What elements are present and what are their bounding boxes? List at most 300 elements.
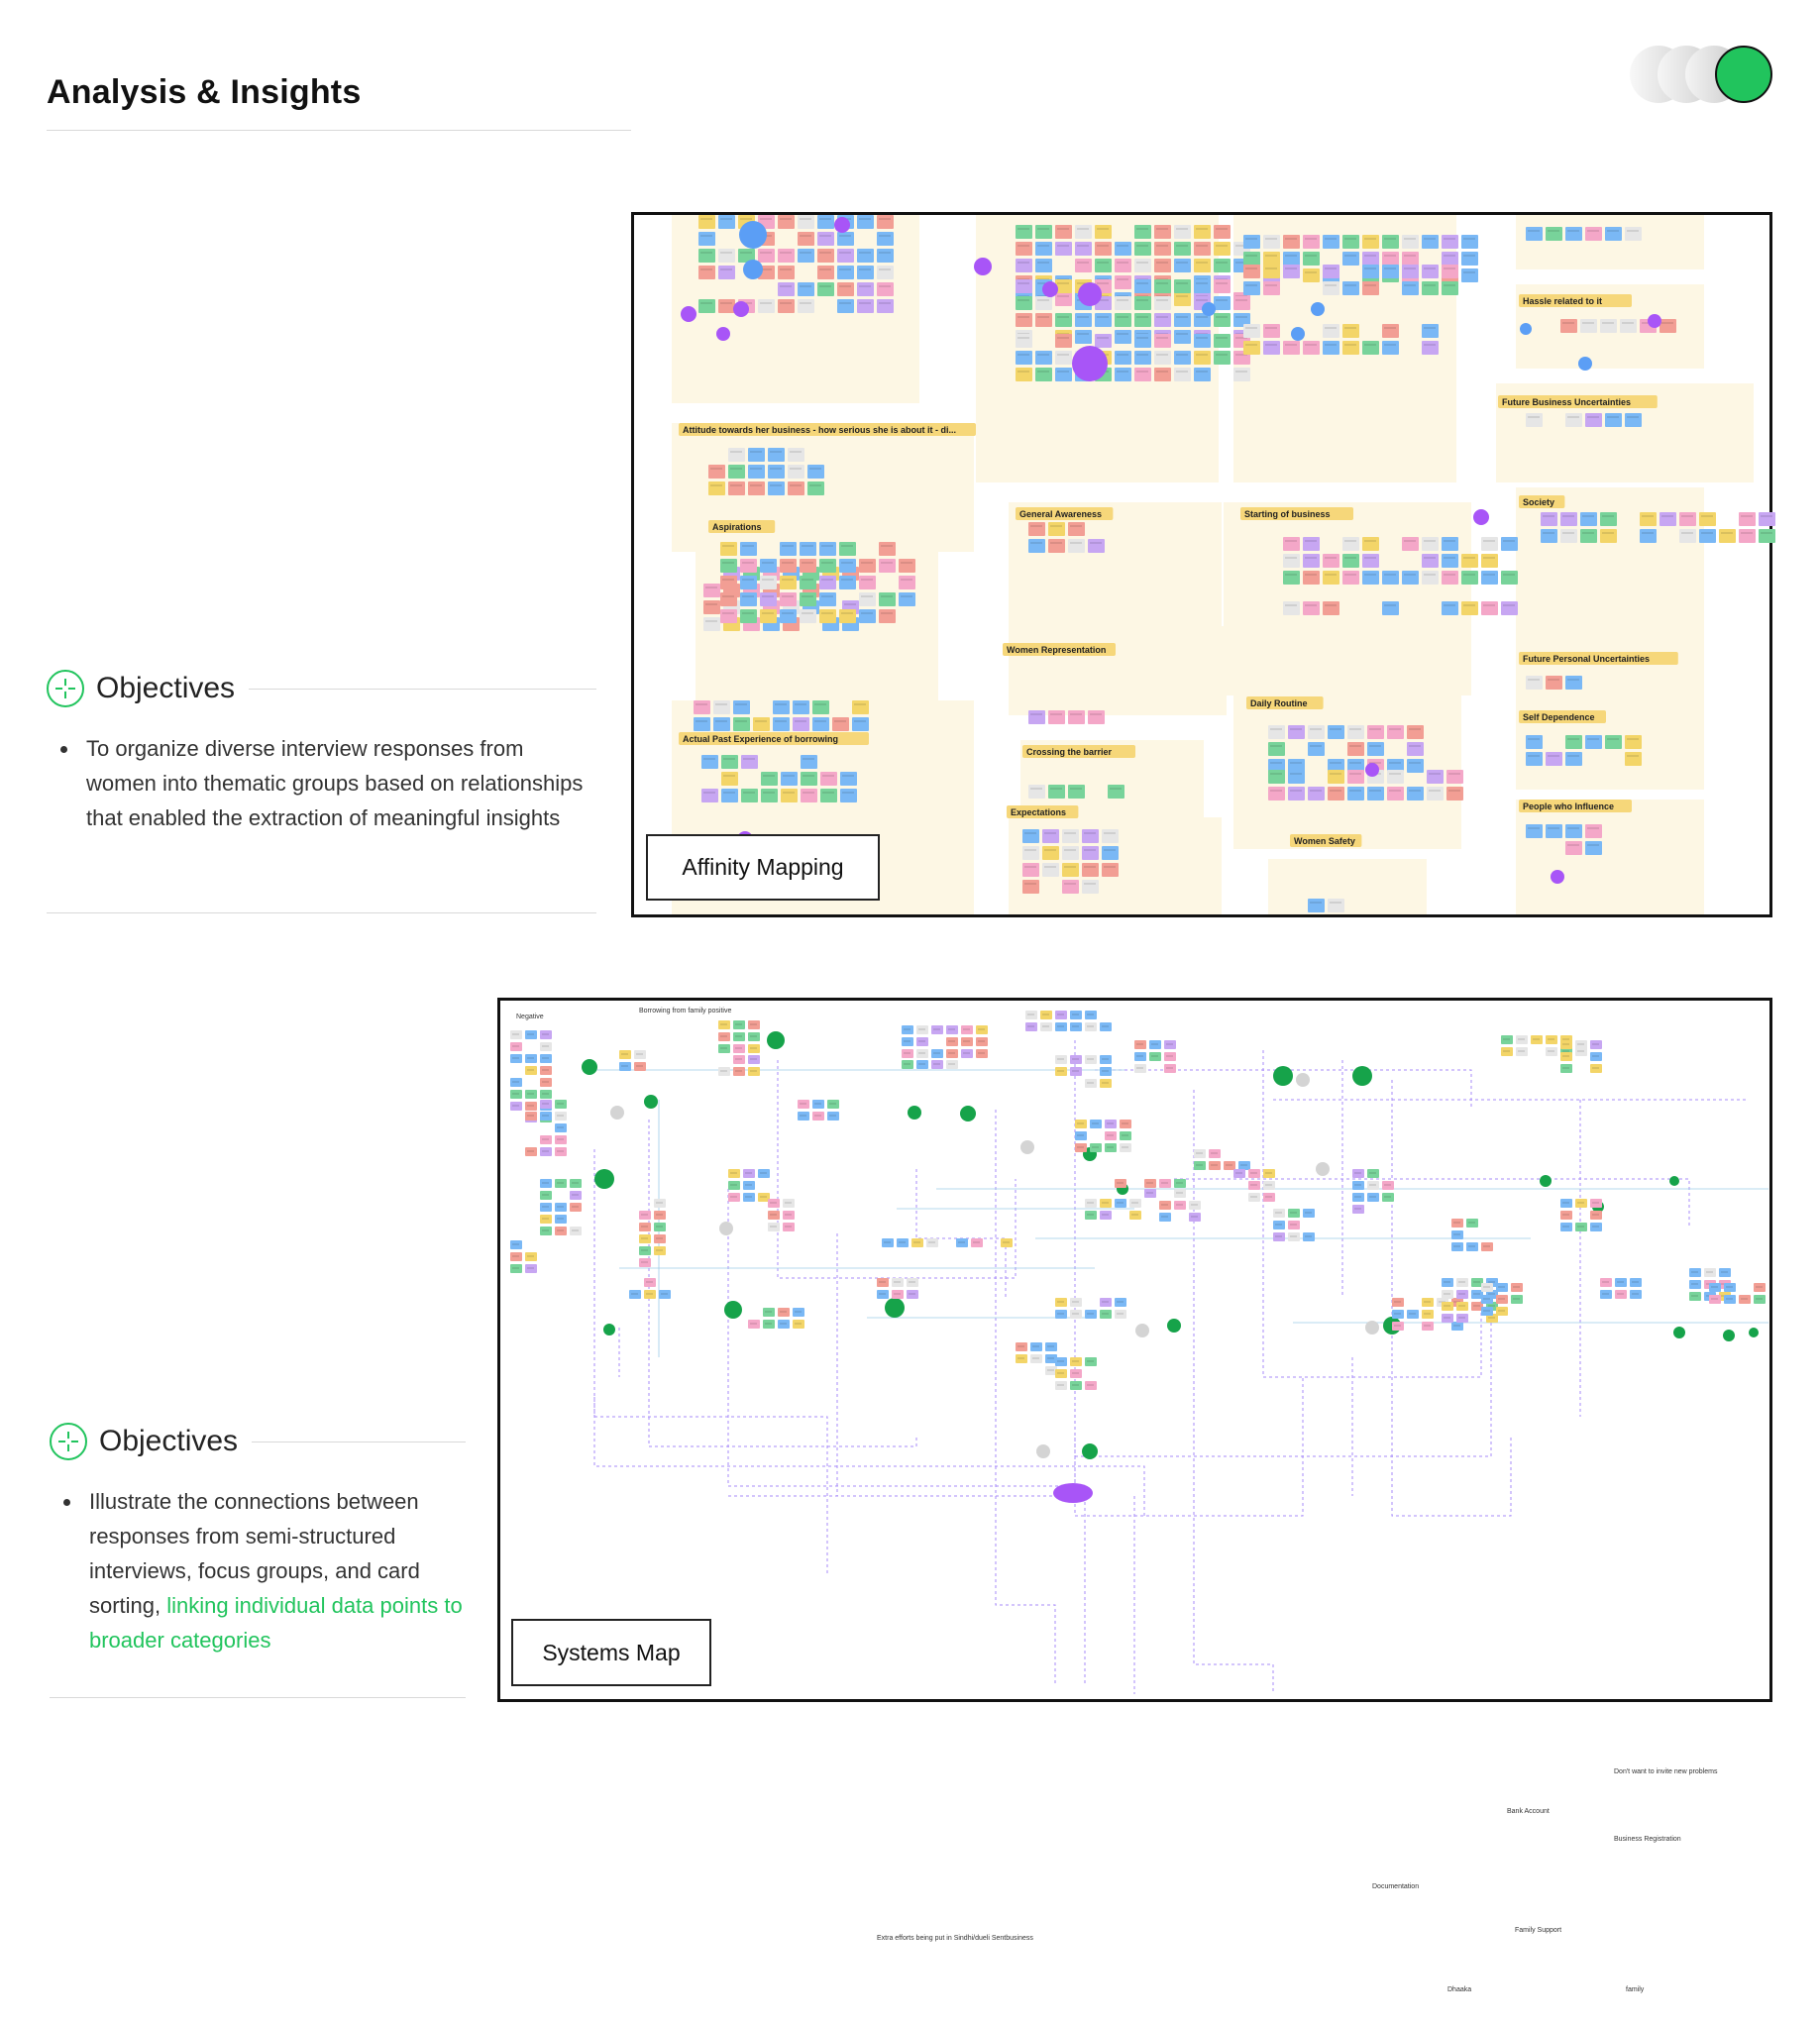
sticky-note — [1402, 235, 1419, 249]
sticky-note — [525, 1054, 537, 1063]
sticky-note — [780, 559, 797, 573]
sticky-note — [1580, 512, 1597, 526]
sticky-note — [659, 1290, 671, 1299]
sticky-note — [1055, 292, 1072, 306]
sticky-note — [720, 559, 737, 573]
sticky-note — [525, 1252, 537, 1261]
sticky-note — [720, 576, 737, 589]
sticky-note — [1214, 242, 1231, 256]
sticky-note — [1055, 313, 1072, 327]
sticky-note — [877, 1290, 889, 1299]
sticky-note — [1689, 1292, 1701, 1301]
cluster-label: Daily Routine — [1250, 698, 1308, 708]
sticky-note — [1303, 235, 1320, 249]
sticky-note — [1481, 1307, 1493, 1316]
sticky-note — [817, 215, 834, 229]
sticky-note — [1303, 1209, 1315, 1218]
sticky-note — [760, 576, 777, 589]
sticky-note — [1585, 227, 1602, 241]
sticky-note — [1100, 1298, 1112, 1307]
sticky-note — [1382, 601, 1399, 615]
sticky-note — [540, 1135, 552, 1144]
sticky-note — [857, 299, 874, 313]
sticky-note — [1456, 1314, 1468, 1323]
sticky-note — [1082, 846, 1099, 860]
circle-marker — [716, 327, 730, 341]
sticky-note — [1209, 1149, 1221, 1158]
sticky-note — [1088, 710, 1105, 724]
objectives-title: Objectives — [99, 1425, 239, 1457]
sticky-note — [1028, 710, 1045, 724]
sticky-note — [1129, 1211, 1141, 1220]
sticky-note — [1560, 1199, 1572, 1208]
sticky-note — [761, 789, 778, 802]
sticky-note — [1055, 1055, 1067, 1064]
sticky-note — [793, 1320, 804, 1329]
sticky-note — [1068, 710, 1085, 724]
sticky-note — [852, 717, 869, 731]
sticky-note — [1387, 770, 1404, 784]
sticky-note — [1367, 1181, 1379, 1190]
sticky-note — [743, 1169, 755, 1178]
sticky-note — [1154, 351, 1171, 365]
sticky-note — [1362, 537, 1379, 551]
sticky-note — [1407, 787, 1424, 801]
sticky-note — [1174, 1179, 1186, 1188]
sticky-note — [1560, 529, 1577, 543]
sticky-note — [1100, 1022, 1112, 1031]
sticky-note — [1120, 1120, 1131, 1128]
sticky-note — [1035, 368, 1052, 381]
sticky-note — [857, 266, 874, 279]
sticky-note — [1115, 313, 1131, 327]
sticky-note — [1585, 735, 1602, 749]
sticky-note — [1243, 281, 1260, 295]
sticky-note — [510, 1252, 522, 1261]
sticky-note — [882, 1238, 894, 1247]
sticky-note — [1055, 1298, 1067, 1307]
sticky-note — [1689, 1280, 1701, 1289]
sticky-note — [1615, 1290, 1627, 1299]
sticky-note — [1382, 265, 1399, 278]
circle-marker — [1291, 327, 1305, 341]
sticky-note — [1422, 235, 1439, 249]
sticky-note — [946, 1025, 958, 1034]
green-node — [885, 1298, 905, 1318]
circle-marker — [974, 258, 992, 275]
sticky-note — [902, 1060, 913, 1069]
sticky-note — [540, 1215, 552, 1224]
cluster-panel — [1516, 215, 1704, 269]
sticky-note — [718, 1032, 730, 1041]
sticky-note — [1134, 313, 1151, 327]
grey-node — [1135, 1324, 1149, 1337]
sticky-note — [840, 772, 857, 786]
sticky-note — [783, 1199, 795, 1208]
sticky-note — [525, 1090, 537, 1099]
sticky-note — [1481, 601, 1498, 615]
sticky-note — [1402, 571, 1419, 585]
sticky-note — [1082, 829, 1099, 843]
sticky-note — [807, 481, 824, 495]
grey-node — [1365, 1321, 1379, 1335]
sticky-note — [1620, 319, 1637, 333]
sticky-note — [1120, 1131, 1131, 1140]
sticky-note — [781, 772, 798, 786]
sticky-note — [1367, 725, 1384, 739]
sticky-note — [1194, 1149, 1206, 1158]
sticky-note — [1481, 1295, 1493, 1304]
sticky-note — [1442, 571, 1458, 585]
sticky-note — [1382, 1181, 1394, 1190]
sticky-note — [1154, 279, 1171, 293]
progress-dot-active — [1715, 46, 1772, 103]
sticky-note — [1238, 1161, 1250, 1170]
sticky-note — [1362, 265, 1379, 278]
green-node — [1723, 1330, 1735, 1341]
sticky-note — [778, 1308, 790, 1317]
sticky-note — [1070, 1055, 1082, 1064]
sticky-note — [1303, 554, 1320, 568]
sticky-note — [1754, 1283, 1766, 1292]
sticky-note — [1560, 1223, 1572, 1231]
sticky-note — [1154, 334, 1171, 348]
sticky-note — [879, 542, 896, 556]
sticky-note — [1129, 1199, 1141, 1208]
sticky-note — [1501, 537, 1518, 551]
sticky-note — [1263, 265, 1280, 278]
sticky-note — [1134, 1064, 1146, 1073]
cluster-label: Actual Past Experience of borrowing — [683, 734, 839, 744]
green-node — [1352, 1066, 1372, 1086]
sticky-note — [1402, 537, 1419, 551]
green-node — [1673, 1327, 1685, 1338]
sticky-note — [1100, 1055, 1112, 1064]
sticky-note — [570, 1227, 582, 1235]
sticky-note — [1328, 787, 1344, 801]
sticky-note — [1070, 1022, 1082, 1031]
grey-node — [1020, 1140, 1034, 1154]
sticky-note — [801, 755, 817, 769]
circle-marker — [1202, 302, 1216, 316]
sticky-note — [1194, 225, 1211, 239]
sticky-note — [1070, 1011, 1082, 1019]
sticky-note — [1382, 571, 1399, 585]
systems-map-image — [497, 998, 1772, 1993]
sticky-note — [1075, 313, 1092, 327]
sticky-note — [1422, 265, 1439, 278]
cluster-label: Future Personal Uncertainties — [1523, 654, 1651, 664]
sticky-note — [1759, 512, 1775, 526]
sticky-note — [1233, 368, 1250, 381]
sticky-note — [768, 448, 785, 462]
sticky-note — [1590, 1199, 1602, 1208]
sticky-note — [1615, 1278, 1627, 1287]
sticky-note — [1422, 324, 1439, 338]
sticky-note — [555, 1179, 567, 1188]
sticky-note — [1042, 846, 1059, 860]
sticky-note — [1085, 1357, 1097, 1366]
objective-bullet: • To organize diverse interview responses from women into thematic groups based on relationships that enabled the extraction of meaningful insights — [80, 731, 596, 835]
sticky-note — [1442, 1290, 1453, 1299]
sticky-note — [1062, 829, 1079, 843]
sticky-note — [540, 1078, 552, 1087]
sticky-note — [1342, 281, 1359, 295]
sticky-note — [1070, 1369, 1082, 1378]
family-node — [1053, 1483, 1093, 1503]
sticky-note — [698, 232, 715, 246]
sticky-note — [1565, 824, 1582, 838]
cluster-label: Attitude towards her business - how serious she is about it - di... — [683, 425, 957, 435]
sticky-note — [761, 772, 778, 786]
title-divider — [47, 130, 631, 131]
sticky-note — [1042, 829, 1059, 843]
sticky-note — [644, 1290, 656, 1299]
sticky-note — [740, 592, 757, 606]
sticky-note — [1022, 863, 1039, 877]
circle-marker — [1551, 870, 1564, 884]
sticky-note — [1263, 1181, 1275, 1190]
sticky-note — [1154, 242, 1171, 256]
sticky-note — [1456, 1302, 1468, 1311]
sticky-note — [1154, 225, 1171, 239]
sticky-note — [1362, 554, 1379, 568]
sticky-note — [1392, 1298, 1404, 1307]
sticky-note — [1174, 225, 1191, 239]
objectives-divider — [249, 689, 596, 690]
sticky-note — [971, 1238, 983, 1247]
sticky-note — [555, 1123, 567, 1132]
sticky-note — [1016, 296, 1032, 310]
affinity-mapping-image — [631, 212, 1772, 917]
sticky-note — [817, 249, 834, 263]
sticky-note — [540, 1112, 552, 1121]
sticky-note — [1288, 1232, 1300, 1241]
sticky-note — [728, 1181, 740, 1190]
sticky-note — [877, 1278, 889, 1287]
sticky-note — [1308, 787, 1325, 801]
sticky-note — [778, 1320, 790, 1329]
sticky-note — [859, 592, 876, 606]
sticky-note — [793, 700, 809, 714]
cluster-label: Aspirations — [712, 522, 762, 532]
sticky-note — [907, 1278, 918, 1287]
sticky-note — [1075, 242, 1092, 256]
sticky-note — [1144, 1189, 1156, 1198]
sticky-note — [720, 609, 737, 623]
sticky-note — [525, 1112, 537, 1121]
sticky-note — [1102, 829, 1119, 843]
sticky-note — [1120, 1143, 1131, 1152]
sticky-note — [708, 481, 725, 495]
sticky-note — [1739, 1295, 1751, 1304]
green-node — [603, 1324, 615, 1335]
objectives-heading-2 — [50, 1423, 466, 1460]
sticky-note — [1422, 1310, 1434, 1319]
cluster-label: Starting of business — [1244, 509, 1331, 519]
sticky-note — [961, 1049, 973, 1058]
sticky-note — [1070, 1298, 1082, 1307]
sticky-note — [1283, 537, 1300, 551]
sticky-note — [1303, 268, 1320, 282]
sticky-note — [1580, 319, 1597, 333]
sticky-note — [1442, 1302, 1453, 1311]
green-node — [1540, 1175, 1552, 1187]
sticky-note — [639, 1258, 651, 1267]
sticky-note — [1347, 742, 1364, 756]
map-label-borrowing: Borrowing from family positive — [639, 1008, 732, 1014]
affinity-board — [634, 215, 1769, 914]
sticky-note — [1283, 341, 1300, 355]
sticky-note — [1422, 281, 1439, 295]
sticky-note — [1045, 1342, 1057, 1351]
sticky-note — [1481, 537, 1498, 551]
sticky-note — [899, 592, 915, 606]
circle-marker — [743, 260, 763, 279]
sticky-note — [1546, 676, 1562, 690]
sticky-note — [1273, 1209, 1285, 1218]
sticky-note — [798, 215, 814, 229]
sticky-note — [740, 609, 757, 623]
sticky-note — [1268, 742, 1285, 756]
sticky-note — [1154, 259, 1171, 272]
sticky-note — [1347, 725, 1364, 739]
sticky-note — [760, 609, 777, 623]
circle-marker — [1473, 509, 1489, 525]
sticky-note — [1362, 252, 1379, 266]
sticky-note — [1590, 1052, 1602, 1061]
sticky-note — [555, 1100, 567, 1109]
sticky-note — [1442, 265, 1458, 278]
sticky-note — [748, 1032, 760, 1041]
sticky-note — [741, 755, 758, 769]
sticky-note — [1590, 1211, 1602, 1220]
sticky-note — [1214, 313, 1231, 327]
sticky-note — [946, 1060, 958, 1069]
sticky-note — [1427, 770, 1444, 784]
sticky-note — [800, 592, 816, 606]
sticky-note — [733, 717, 750, 731]
sticky-note — [1075, 225, 1092, 239]
sticky-note — [1422, 1298, 1434, 1307]
sticky-note — [1273, 1232, 1285, 1241]
sticky-note — [1082, 880, 1099, 894]
sticky-note — [793, 717, 809, 731]
sticky-note — [1461, 252, 1478, 266]
sticky-note — [1560, 1211, 1572, 1220]
sticky-note — [1214, 225, 1231, 239]
sticky-note — [1022, 880, 1039, 894]
sticky-note — [1575, 1223, 1587, 1231]
cluster-panel — [1224, 502, 1471, 695]
sticky-note — [1022, 829, 1039, 843]
sticky-note — [748, 481, 765, 495]
sticky-note — [1134, 259, 1151, 272]
sticky-note — [1446, 787, 1463, 801]
sticky-note — [773, 717, 790, 731]
sticky-note — [555, 1135, 567, 1144]
sticky-note — [1055, 1310, 1067, 1319]
sticky-note — [778, 299, 795, 313]
sticky-note — [1174, 279, 1191, 293]
sticky-note — [720, 542, 737, 556]
sticky-note — [540, 1191, 552, 1200]
sticky-note — [1362, 281, 1379, 295]
sticky-note — [798, 1100, 809, 1109]
sticky-note — [1382, 252, 1399, 266]
sticky-note — [1075, 1120, 1087, 1128]
sticky-note — [837, 282, 854, 296]
sticky-note — [817, 232, 834, 246]
sticky-note — [1035, 313, 1052, 327]
map-label-extra_efforts: Extra efforts being put in Sindhi/dueli Sentbusiness — [877, 1935, 1033, 1942]
sticky-note — [1466, 1242, 1478, 1251]
sticky-note — [1501, 601, 1518, 615]
sticky-note — [1605, 413, 1622, 427]
sticky-note — [798, 232, 814, 246]
sticky-note — [1283, 571, 1300, 585]
sticky-note — [1709, 1283, 1721, 1292]
sticky-note — [1496, 1295, 1508, 1304]
sticky-note — [899, 576, 915, 589]
sticky-note — [721, 772, 738, 786]
sticky-note — [1342, 324, 1359, 338]
sticky-note — [1659, 319, 1676, 333]
sticky-note — [1159, 1179, 1171, 1188]
circle-marker — [681, 306, 696, 322]
sticky-note — [1516, 1035, 1528, 1044]
sticky-note — [1575, 1199, 1587, 1208]
sticky-note — [902, 1037, 913, 1046]
sticky-note — [733, 1020, 745, 1029]
sticky-note — [1352, 1193, 1364, 1202]
sticky-note — [1630, 1290, 1642, 1299]
sticky-note — [733, 1032, 745, 1041]
green-node — [582, 1059, 597, 1075]
objectives-title: Objectives — [96, 672, 236, 704]
sticky-note — [781, 789, 798, 802]
sticky-note — [540, 1042, 552, 1051]
sticky-note — [1565, 227, 1582, 241]
sticky-note — [1055, 368, 1072, 381]
sticky-note — [748, 1044, 760, 1053]
sticky-note — [1174, 313, 1191, 327]
sticky-note — [728, 1193, 740, 1202]
sticky-note — [778, 266, 795, 279]
circle-marker — [1078, 282, 1102, 306]
sticky-note — [1442, 601, 1458, 615]
sticky-note — [783, 1223, 795, 1231]
sticky-note — [1456, 1290, 1468, 1299]
sticky-note — [540, 1179, 552, 1188]
sticky-note — [1243, 252, 1260, 266]
sticky-note — [1248, 1193, 1260, 1202]
sticky-note — [1531, 1035, 1543, 1044]
sticky-note — [763, 1308, 775, 1317]
sticky-note — [1446, 770, 1463, 784]
sticky-note — [733, 1067, 745, 1076]
sticky-note — [1025, 1011, 1037, 1019]
sticky-note — [1481, 1283, 1493, 1292]
sticky-note — [783, 1211, 795, 1220]
sticky-note — [740, 576, 757, 589]
sticky-note — [1342, 554, 1359, 568]
sticky-note — [798, 1112, 809, 1121]
sticky-note — [1134, 225, 1151, 239]
sticky-note — [1367, 1169, 1379, 1178]
sticky-note — [1328, 770, 1344, 784]
sticky-note — [728, 1169, 740, 1178]
